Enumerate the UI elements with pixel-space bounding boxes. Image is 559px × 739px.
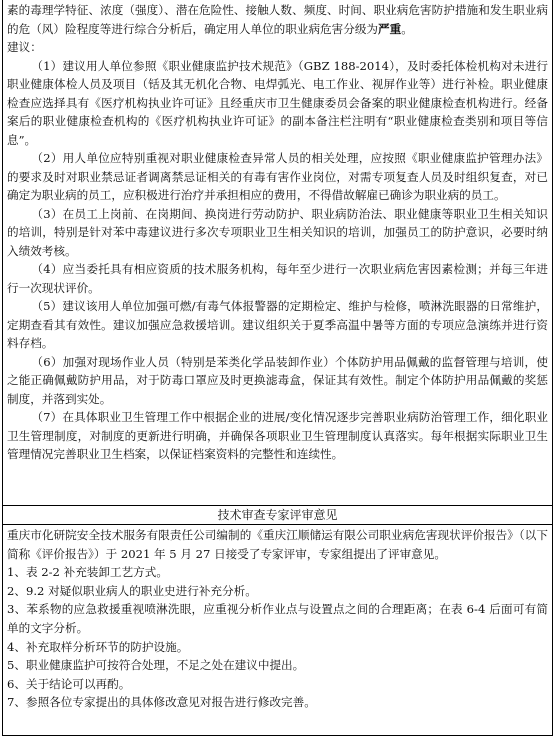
suggestion-item: （5）建议该用人单位加强可燃/有毒气体报警器的定期检定、维护与检修，喷淋洗眼器的日常维护，定期查看其有效性。建议加强应急救援培训。建议组织关于夏季高温中暑等方面的专项应急演练并进行资料存档。 bbox=[7, 299, 548, 350]
suggestion-item: （4）应当委托具有相应资质的技术服务机构，每年至少进行一次职业病危害因素检测；并每三年进行一次现状评价。 bbox=[7, 262, 548, 295]
evaluation-text-cell bbox=[2, 0, 553, 506]
suggestion-item: （1）建议用人单位参照《职业健康监护技术规范》（GBZ 188-2014），及时委托体检机构对未进行职业健康体检人员及项目（铦及其无机化合物、电焊弧光、电工作业、视屏作业等）进行补检。职业健康检查应选择具有《医疗机构执业许可证》且经重庆市卫生健康委员会备案的职业健康检查机构进行。经备案后的职业健康检查机构的《医疗机构执业许可证》的副本备注栏注明有“职业健康检查类别和项目等信息”。 bbox=[7, 58, 548, 147]
risk-level: 严重 bbox=[378, 21, 402, 36]
review-item: 2、9.2 对疑似职业病人的职业史进行补充分析。 bbox=[7, 583, 257, 598]
suggestion-item: （6）加强对现场作业人员（特别是苯类化学品装卸作业）个体防护用品佩戴的监督管理与培训，使之能正确佩戴防护用品，对于防毒口罩应及时更换滤毒盒，保证其有效性。制定个体防护用品佩戴的奖惩制度，并落到实处。 bbox=[7, 354, 548, 406]
suggestion-label: 建议： bbox=[7, 40, 42, 54]
review-intro: 重庆市化研院安全技术服务有限责任公司编制的《重庆江顺储运有限公司职业病危害现状评价报告》（以下简称《评价报告》）于 2021 年 5 月 27 日接受了专家评审，专家组提出了评审意见。 bbox=[7, 528, 548, 561]
suggestion-item: （7）在具体职业卫生管理工作中根据企业的进展/变化情况逐步完善职业病防治管理工作，细化职业卫生管理制度，对制度的更新进行明确，并确保各项职业卫生管理制度认真落实。每年根据实际职业卫生管理情况完善职业卫生档案，以保证档案资料的完整性和连续性。 bbox=[7, 410, 548, 461]
review-item: 1、表 2-2 补充装卸工艺方式。 bbox=[7, 565, 168, 580]
intro-text: 素的毒理学特征、浓度（强度）、潜在危险性、接触人数、频度、时间、职业病危害防护措施和发生职业病的危（风）险程度等进行综合分析后，确定用人单位的职业病危害分级为 bbox=[7, 3, 548, 36]
review-item: 6、关于结论可以再酌。 bbox=[7, 676, 131, 691]
review-item: 3、苯系物的应急救援重视喷淋洗眼，应重视分析作业点与设置点之间的合理距离；在表 6-4 后面可有简单的文字分析。 bbox=[7, 602, 548, 635]
review-item: 4、补充取样分析环节的防护设施。 bbox=[7, 639, 189, 654]
suggestion-item: （3）在员工上岗前、在岗期间、换岗进行劳动防护、职业病防治法、职业健康等职业卫生相关知识的培训，特别是针对苯中毒建议进行多次专项职业卫生相关知识的培训，加强员工的防护意识，必要时纳入绩效考核。 bbox=[7, 206, 548, 258]
review-item: 7、参照各位专家提出的具体修改意见对报告进行修改完善。 bbox=[7, 695, 316, 710]
document-page bbox=[2, 0, 555, 736]
section-title: 技术审查专家评审意见 bbox=[2, 505, 553, 525]
intro-paragraph bbox=[7, 1, 548, 38]
expert-review-cell bbox=[2, 525, 553, 736]
intro-end: 。 bbox=[401, 21, 413, 36]
suggestion-item: （2）用人单位应特别重视对职业健康检查异常人员的相关处理，应按照《职业健康监护管理办法》的要求及时对职业禁忌证者调离禁忌证相关的有毒有害作业岗位，对需专项复查人员及时组织复查，对已确定为职业病的员工，应积极进行治疗并承担相应的费用，不得借故解雇已确诊为职业病的员工。 bbox=[7, 151, 548, 202]
review-item: 5、职业健康监护可按符合处理，不足之处在建议中提出。 bbox=[7, 658, 305, 673]
